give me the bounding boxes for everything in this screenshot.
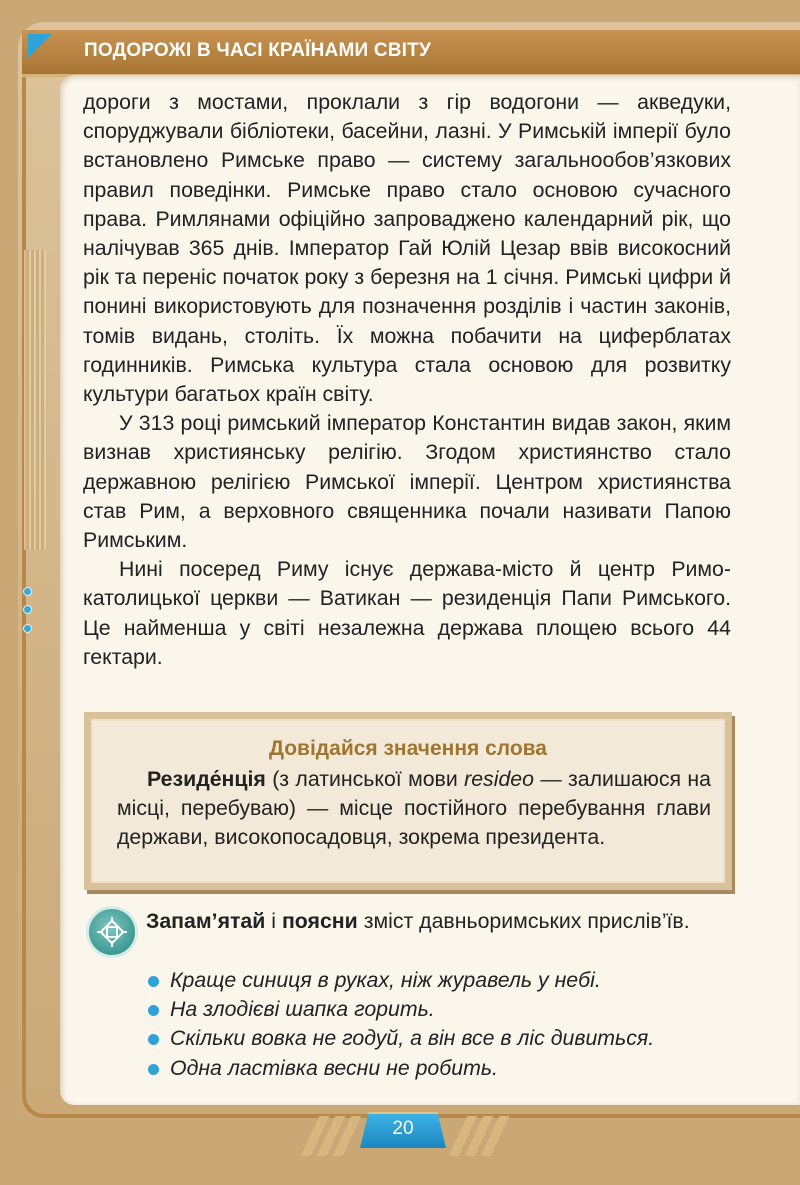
vocab-definition-text: — залишаюся на місці, перебуваю) — місце постійного перебування глави держави, високопосадовця, зокрема президента.	[117, 767, 711, 850]
proverb-text: Краще синиця в руках, ніж журавель у небі.	[170, 968, 601, 992]
task-bold-explain: поясни	[281, 909, 358, 933]
bullet-icon	[148, 1005, 159, 1016]
task-instruction	[146, 907, 732, 936]
vocab-term: Резиде́нція	[147, 767, 266, 791]
decor-dot-icon	[23, 624, 32, 633]
ornament-icon	[86, 906, 138, 958]
paragraph-1: дороги з мостами, проклали з гір водогони — акведуки, споруджували бібліотеки, басейни, лазні. У Римській імперії було встановлено Римське право — систему загальнообов’язкових правил поведінки. Римське право стало основою сучасного права. Римлянами офіційно запроваджено календарний рік, що налічував 365 днів. Імператор Гай Юлій Цезар ввів високосний рік та переніс початок року з березня на 1 січня. Римські цифри й понині використовують для позначення розділів і частин законів, томів видань, століть. Їх можна побачити на циферблатах годинників. Римська культура стала основою для розвитку культури багатьох країн світу.	[83, 90, 731, 407]
bullet-icon	[148, 1034, 159, 1045]
vocabulary-box	[84, 712, 732, 890]
decorative-ridges	[24, 250, 46, 550]
vocab-origin-word: resideo	[464, 767, 534, 791]
list-item	[146, 966, 746, 995]
paragraph-3: Нині посеред Риму існує держава-місто й центр Римо-католицької церкви — Ватикан — резиденція Папи Римського. Це найменша у світі незалежна держава площею всього 44 гектари.	[83, 557, 731, 669]
proverb-text: Скільки вовка не годуй, а він все в ліс дивиться.	[170, 1026, 655, 1051]
task-rest: зміст давньоримських прислів’їв.	[363, 909, 690, 933]
bullet-icon	[148, 976, 159, 987]
page-header-title: ПОДОРОЖІ В ЧАСІ КРАЇНАМИ СВІТУ	[84, 40, 431, 61]
proverb-text: На злодієві шапка горить.	[170, 997, 435, 1022]
vocab-box-title: Довідайся значення слова	[269, 737, 547, 760]
list-item	[146, 1054, 746, 1083]
page-number: 20	[392, 1118, 414, 1139]
bullet-icon	[148, 1064, 159, 1075]
proverb-text: Одна ластівка весни не робить.	[170, 1055, 498, 1080]
corner-triangle-icon	[28, 34, 52, 58]
proverb-list	[146, 966, 746, 1083]
decor-dot-icon	[23, 587, 32, 596]
vocab-origin-prefix: (з латинської мови	[272, 767, 458, 791]
vocab-definition	[117, 765, 711, 853]
paragraph-2: У 313 році римський імператор Константин видав закон, яким визнав християнську релігію. Згодом християнство стало державною релігією Римської імперії. Центром християнства став Рим, а верховного священника почали називати Папою Римським.	[83, 411, 731, 553]
decor-dot-icon	[23, 605, 32, 614]
task-connector: і	[271, 909, 277, 933]
list-item	[146, 1024, 746, 1053]
task-bold-remember: Запам’ятай	[146, 909, 266, 933]
main-text	[83, 88, 731, 672]
list-item	[146, 995, 746, 1024]
